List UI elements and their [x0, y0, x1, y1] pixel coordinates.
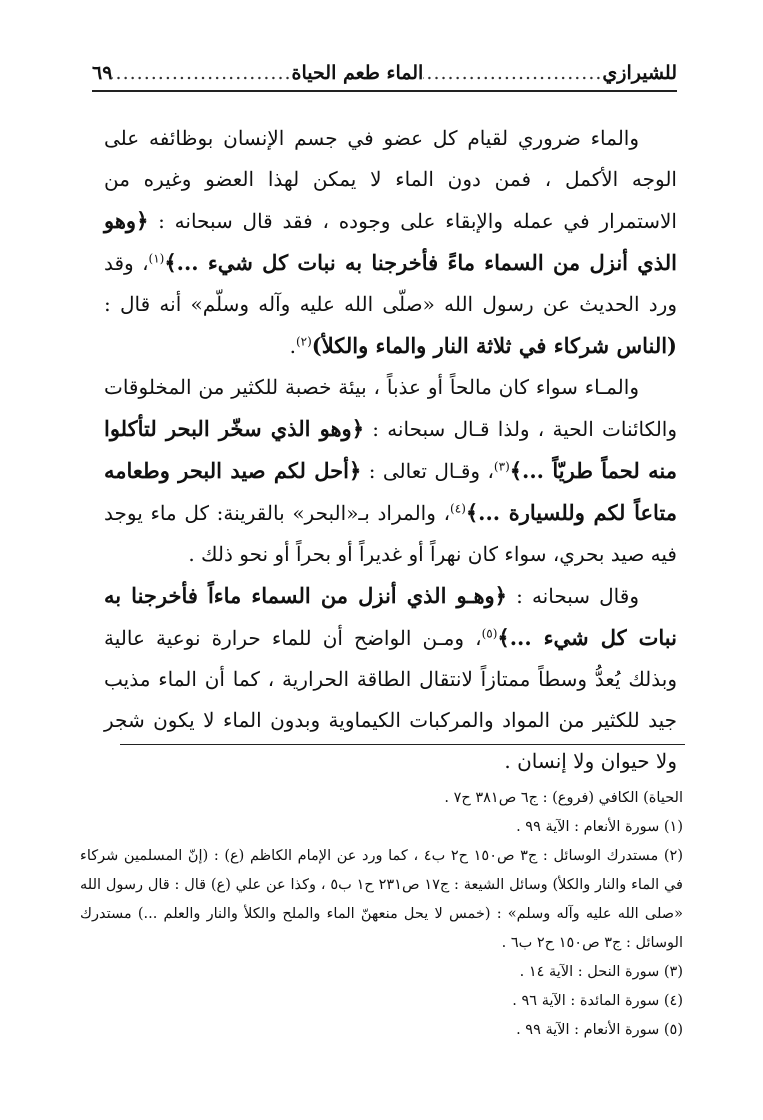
footnote-ref: (٢) — [295, 334, 312, 349]
text-run: والمـاء سواء كان مالحاً أو عذباً ، بيئة خصبة للكثير من المخلوقات والكائنات الحية ، ولذا قـال سبحانه : — [104, 375, 677, 441]
footnote-ref: (٤) — [450, 501, 466, 516]
header-author: للشيرازي — [602, 62, 677, 84]
paragraph-1 — [104, 118, 677, 367]
text-run: ، وقد ورد الحديث عن رسول الله «صلّى الله عليه وآله وسلّم» أنه قال : — [104, 251, 677, 316]
text-run: والماء ضروري لقيام كل عضو في جسم الإنسان بوظائفه على الوجه الأكمل ، فمن دون الماء لا يمكن لهذا العضو وغيره من الاستمرار في عمله والإبقاء على وجوده ، فقد قال سبحانه : — [104, 126, 677, 233]
paragraph-2 — [104, 367, 677, 575]
header-title: الماء طعم الحياة — [291, 62, 424, 84]
text-run: . — [289, 334, 296, 358]
footnote-continuation: الحياة) الكافي (فروع) : ج٦ ص٣٨١ ح٧ . — [444, 790, 683, 806]
text-run: ، ومـن الواضح أن للماء حرارة نوعية عالية وبذلك يُعدُّ وسطاً ممتازاً لانتقال الطاقة الحرارية ، كما أن الماء مذيب جيد للكثير من المواد والمركبات الكيماوية وبدون الماء لا يكون شجر ولا حيوان ولا إنسان . — [104, 626, 677, 773]
main-text — [104, 118, 677, 782]
paragraph-3 — [104, 575, 677, 782]
footnote-4: (٤) سورة المائدة : الآية ٩٦ . — [512, 993, 683, 1009]
footnotes — [80, 784, 683, 1045]
hadith-quote: (الناس شركاء في ثلاثة النار والماء والكلأ) — [311, 333, 677, 358]
header-dots — [423, 62, 602, 84]
footnote-1: (١) سورة الأنعام : الآية ٩٩ . — [516, 819, 683, 835]
quran-quote: ﴿وهو الذي أنزل من السماء ماءً فأخرجنا به نبات كل شيء ...﴾ — [104, 208, 677, 275]
running-header — [92, 56, 677, 92]
quran-quote: ﴿وهـو الذي أنزل من السماء ماءاً فأخرجنا به نبات كل شيء ...﴾ — [104, 583, 677, 650]
text-run: ، وقـال تعالى : — [361, 459, 494, 483]
footnote-ref: (٣) — [493, 459, 510, 474]
text-run: وقال سبحانه : — [506, 584, 639, 608]
footnote-3: (٣) سورة النحل : الآية ١٤ . — [519, 964, 683, 980]
footnote-divider — [120, 744, 685, 745]
quran-quote: ﴿أحل لكم صيد البحر وطعامه متاعاً لكم وللسيارة ...﴾ — [104, 458, 677, 525]
header-dots — [112, 62, 291, 84]
footnote-5: (٥) سورة الأنعام : الآية ٩٩ . — [516, 1022, 683, 1038]
footnote-2: (٢) مستدرك الوسائل : ج٣ ص١٥٠ ح٢ ب٤ ، كما ورد عن الإمام الكاظم (ع) : (إنّ المسلمين شركاء في الماء والنار والكلأ) وسائل الشيعة : ج١٧ ص٢٣١ ح١ ب٥ ، وكذا عن علي (ع) قال : قال رسول الله «صلى الله عليه وآله وسلم» : (خمس لا يحل منعهنّ الماء والملح والكلأ والنار والعلم ...) مستدرك الوسائل : ج٣ ص١٥٠ ح٢ ب٦ . — [80, 848, 683, 951]
footnote-ref: (١) — [148, 251, 165, 266]
quran-quote: ﴿وهو الذي سخّر البحر لتأكلوا منه لحماً طريّاً ...﴾ — [104, 416, 677, 483]
page-number: ٦٩ — [92, 62, 113, 84]
text-run: ، والمراد بـ«البحر» بالقرينة: كل ماء يوجد فيه صيد بحري، سواء كان نهراً أو غديراً أو بحراً أو نحو ذلك . — [104, 501, 677, 566]
footnote-ref: (٥) — [481, 626, 498, 641]
